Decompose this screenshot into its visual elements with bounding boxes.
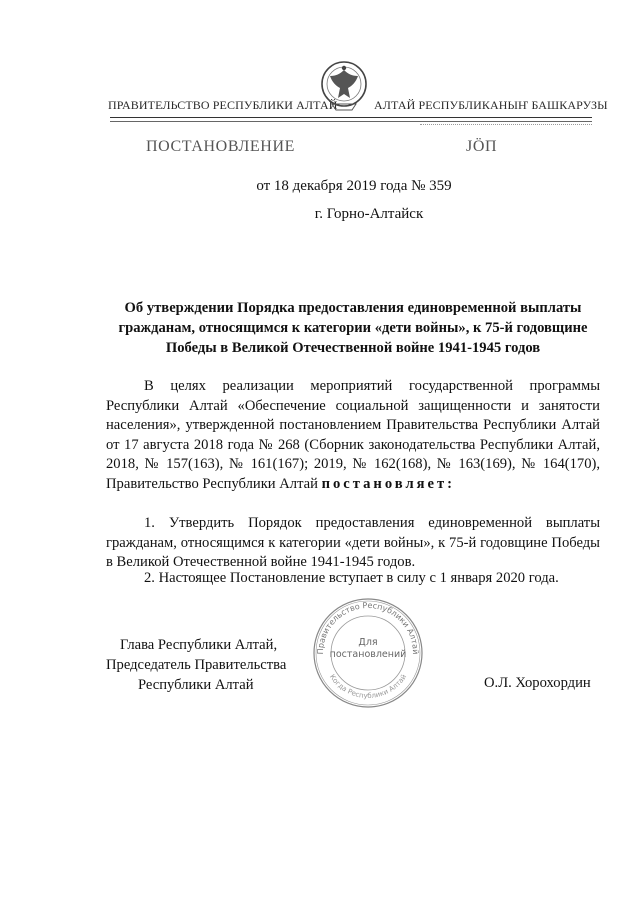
- date-line-text: от 18 декабря 2019 года № 359: [256, 178, 452, 194]
- resolves-word: постановляет:: [321, 475, 456, 492]
- stamp-ring-text-bottom: Когда Республики Алтай: [327, 672, 409, 701]
- city-text: г. Горно-Алтайск: [314, 206, 424, 222]
- city-line: [0, 206, 640, 223]
- altai-coat-of-arms-icon: [318, 58, 370, 118]
- doc-type-ru: ПОСТАНОВЛЕНИЕ: [146, 138, 295, 155]
- preamble-text: В целях реализации мероприятий государственной программы Республики Алтай «Обеспечение социальной защищенности и занятости населения», утвержденной постановлением Правительства Республики Алтай от 17 августа 2018 года № 268 (Сборник законодательства Республики Алтай, 2018, № 157(163), № 161(167); 2019, № 162(168), № 163(169), № 164(170), Правительство Республики Алтай: [106, 378, 600, 492]
- signatory-line-3: Республики Алтай: [138, 677, 254, 693]
- item-2: [106, 569, 600, 589]
- doc-type-alt: JӦП: [466, 138, 498, 155]
- header-rule-dotted: [420, 124, 592, 125]
- item-2-text: 2. Настоящее Постановление вступает в силу с 1 января 2020 года.: [144, 570, 559, 586]
- header-left-title: ПРАВИТЕЛЬСТВО РЕСПУБЛИКИ АЛТАЙ: [108, 98, 338, 112]
- item-1: [106, 514, 600, 573]
- signatory-line-1: Глава Республики Алтай,: [120, 637, 278, 653]
- signatory-name: О.Л. Хорохордин: [484, 675, 591, 691]
- preamble-paragraph: [106, 377, 600, 495]
- header-rule-thin: [110, 121, 592, 122]
- item-1-text: 1. Утвердить Порядок предоставления единовременной выплаты гражданам, относящимся к категории «дети войны», к 75-й годовщине Победы в Великой Отечественной войне 1941-1945 годов.: [106, 515, 600, 571]
- signatory-line-2: Председатель Правительства: [106, 657, 287, 673]
- signatory-position: [106, 635, 316, 695]
- stamp-center-text: [320, 637, 416, 661]
- stamp-center-line-1: Для: [358, 637, 378, 648]
- header-right-title: АЛТАЙ РЕСПУБЛИКАНЫҤ БАШКАРУЗЫ: [374, 98, 608, 112]
- stamp-ring-text: Правительство Республики Алтай: [315, 600, 421, 655]
- stamp-center-line-2: постановлений: [329, 649, 407, 660]
- header-rule: [110, 117, 592, 118]
- document-title: Об утверждении Порядка предоставления единовременной выплаты гражданам, относящимся к категории «дети войны», к 75-й годовщине Победы в Великой Отечественной войне 1941-1945 годов: [118, 300, 588, 356]
- date-line: [0, 178, 640, 195]
